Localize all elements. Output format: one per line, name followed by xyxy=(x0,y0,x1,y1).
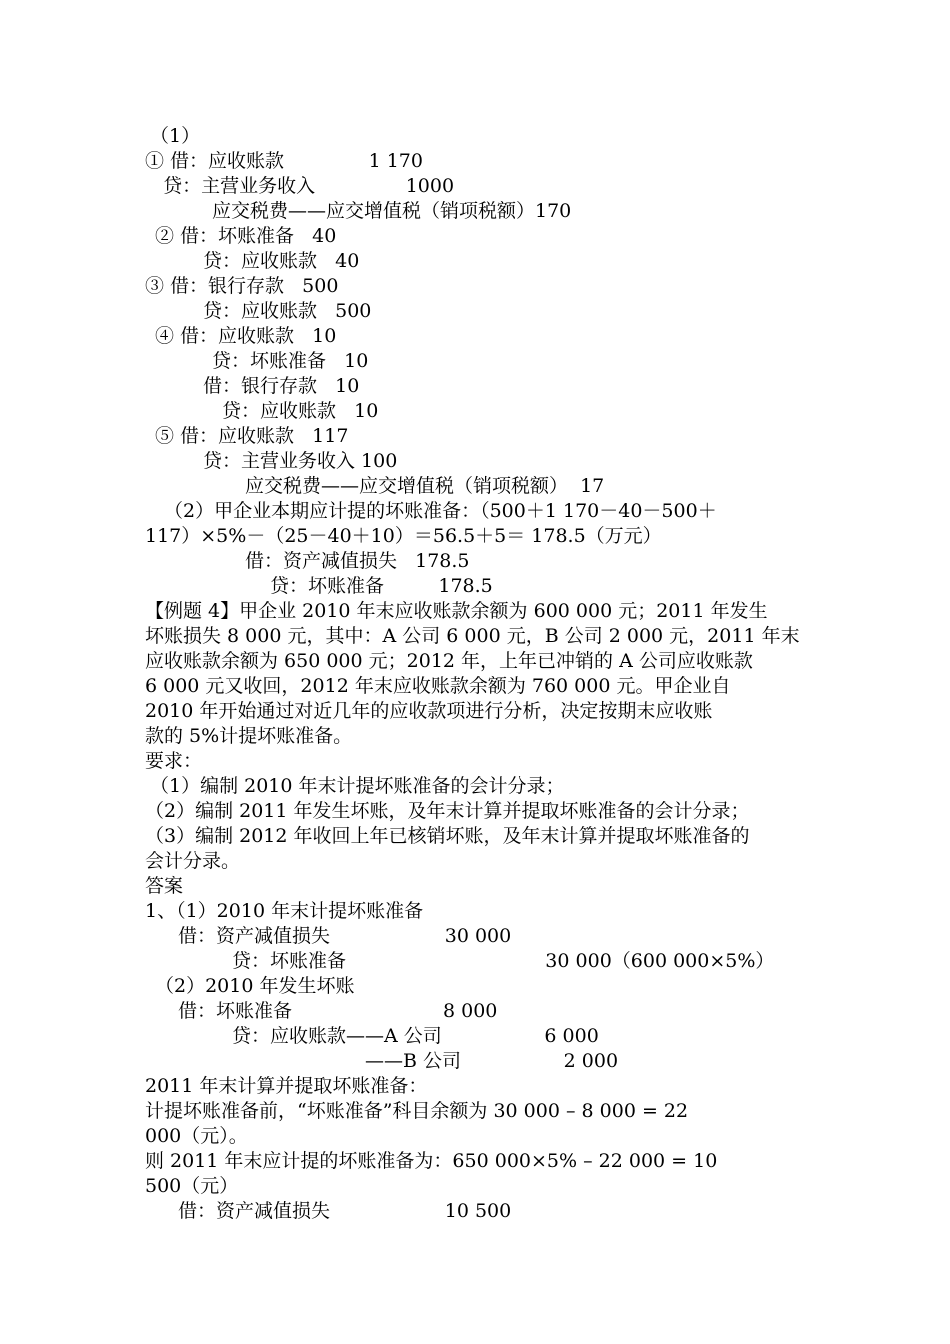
text-line: 贷：坏账准备 10 xyxy=(212,350,369,372)
text-line: 款的 5%计提坏账准备。 xyxy=(145,725,353,747)
text-line: 借：资产减值损失 10 500 xyxy=(178,1200,512,1222)
text-line: 【例题 4】甲企业 2010 年末应收账款余额为 600 000 元；2011 年发生 xyxy=(145,600,768,622)
text-line: 贷：应收账款 500 xyxy=(203,300,372,322)
text-line: 借：坏账准备 8 000 xyxy=(178,1000,498,1022)
text-line: ——B 公司 2 000 xyxy=(365,1050,619,1072)
text-line: 2010 年开始通过对近几年的应收款项进行分析，决定按期末应收账 xyxy=(145,700,713,722)
text-line: 应收账款余额为 650 000 元；2012 年，上年已冲销的 A 公司应收账款 xyxy=(145,650,753,672)
text-line: 则 2011 年末应计提的坏账准备为：650 000×5% – 22 000 = 10 xyxy=(145,1150,718,1172)
text-line: 117）×5%－（25－40＋10）＝56.5＋5＝ 178.5（万元） xyxy=(145,525,662,547)
text-line: ① 借：应收账款 1 170 xyxy=(145,150,423,172)
text-line: （3）编制 2012 年收回上年已核销坏账，及年末计算并提取坏账准备的 xyxy=(145,825,750,847)
text-line: 贷：应收账款 40 xyxy=(203,250,360,272)
text-line: 答案 xyxy=(145,875,184,897)
text-line: （2）甲企业本期应计提的坏账准备：（500＋1 170－40－500＋ xyxy=(164,500,717,522)
text-line: 借：资产减值损失 30 000 xyxy=(178,925,512,947)
text-line: 000（元）。 xyxy=(145,1125,248,1147)
text-line: 借：资产减值损失 178.5 xyxy=(245,550,470,572)
text-line: 贷：坏账准备 30 000（600 000×5%） xyxy=(232,950,775,972)
text-line: 应交税费——应交增值税（销项税额）170 xyxy=(212,200,572,222)
text-line: ③ 借：银行存款 500 xyxy=(145,275,339,297)
text-line: 要求： xyxy=(145,750,203,772)
text-line: 坏账损失 8 000 元，其中：A 公司 6 000 元，B 公司 2 000 元，2011 年末 xyxy=(145,625,800,647)
text-line: 会计分录。 xyxy=(145,850,241,872)
text-line: ⑤ 借：应收账款 117 xyxy=(155,425,349,447)
text-line: 贷：应收账款——A 公司 6 000 xyxy=(232,1025,599,1047)
text-line: 1、（1）2010 年末计提坏账准备 xyxy=(145,900,424,922)
text-line: （1） xyxy=(150,125,201,147)
text-line: 应交税费——应交增值税（销项税额） 17 xyxy=(245,475,605,497)
text-line: 计提坏账准备前，“坏账准备”科目余额为 30 000 – 8 000 = 22 xyxy=(145,1100,689,1122)
text-line: 借：银行存款 10 xyxy=(203,375,360,397)
text-line: 贷：坏账准备 178.5 xyxy=(270,575,493,597)
text-line: 500（元） xyxy=(145,1175,239,1197)
text-line: （1）编制 2010 年末计提坏账准备的会计分录； xyxy=(150,775,565,797)
text-line: 贷：应收账款 10 xyxy=(222,400,379,422)
text-line: 2011 年末计算并提取坏账准备： xyxy=(145,1075,428,1097)
text-line: （2）编制 2011 年发生坏账，及年末计算并提取坏账准备的会计分录； xyxy=(145,800,750,822)
text-line: 贷：主营业务收入 1000 xyxy=(145,175,455,197)
text-line: 6 000 元又收回，2012 年末应收账款余额为 760 000 元。甲企业自 xyxy=(145,675,731,697)
text-line: （2）2010 年发生坏账 xyxy=(155,975,355,997)
text-line: 贷：主营业务收入 100 xyxy=(203,450,398,472)
text-line: ④ 借：应收账款 10 xyxy=(155,325,337,347)
text-line: ② 借：坏账准备 40 xyxy=(155,225,337,247)
